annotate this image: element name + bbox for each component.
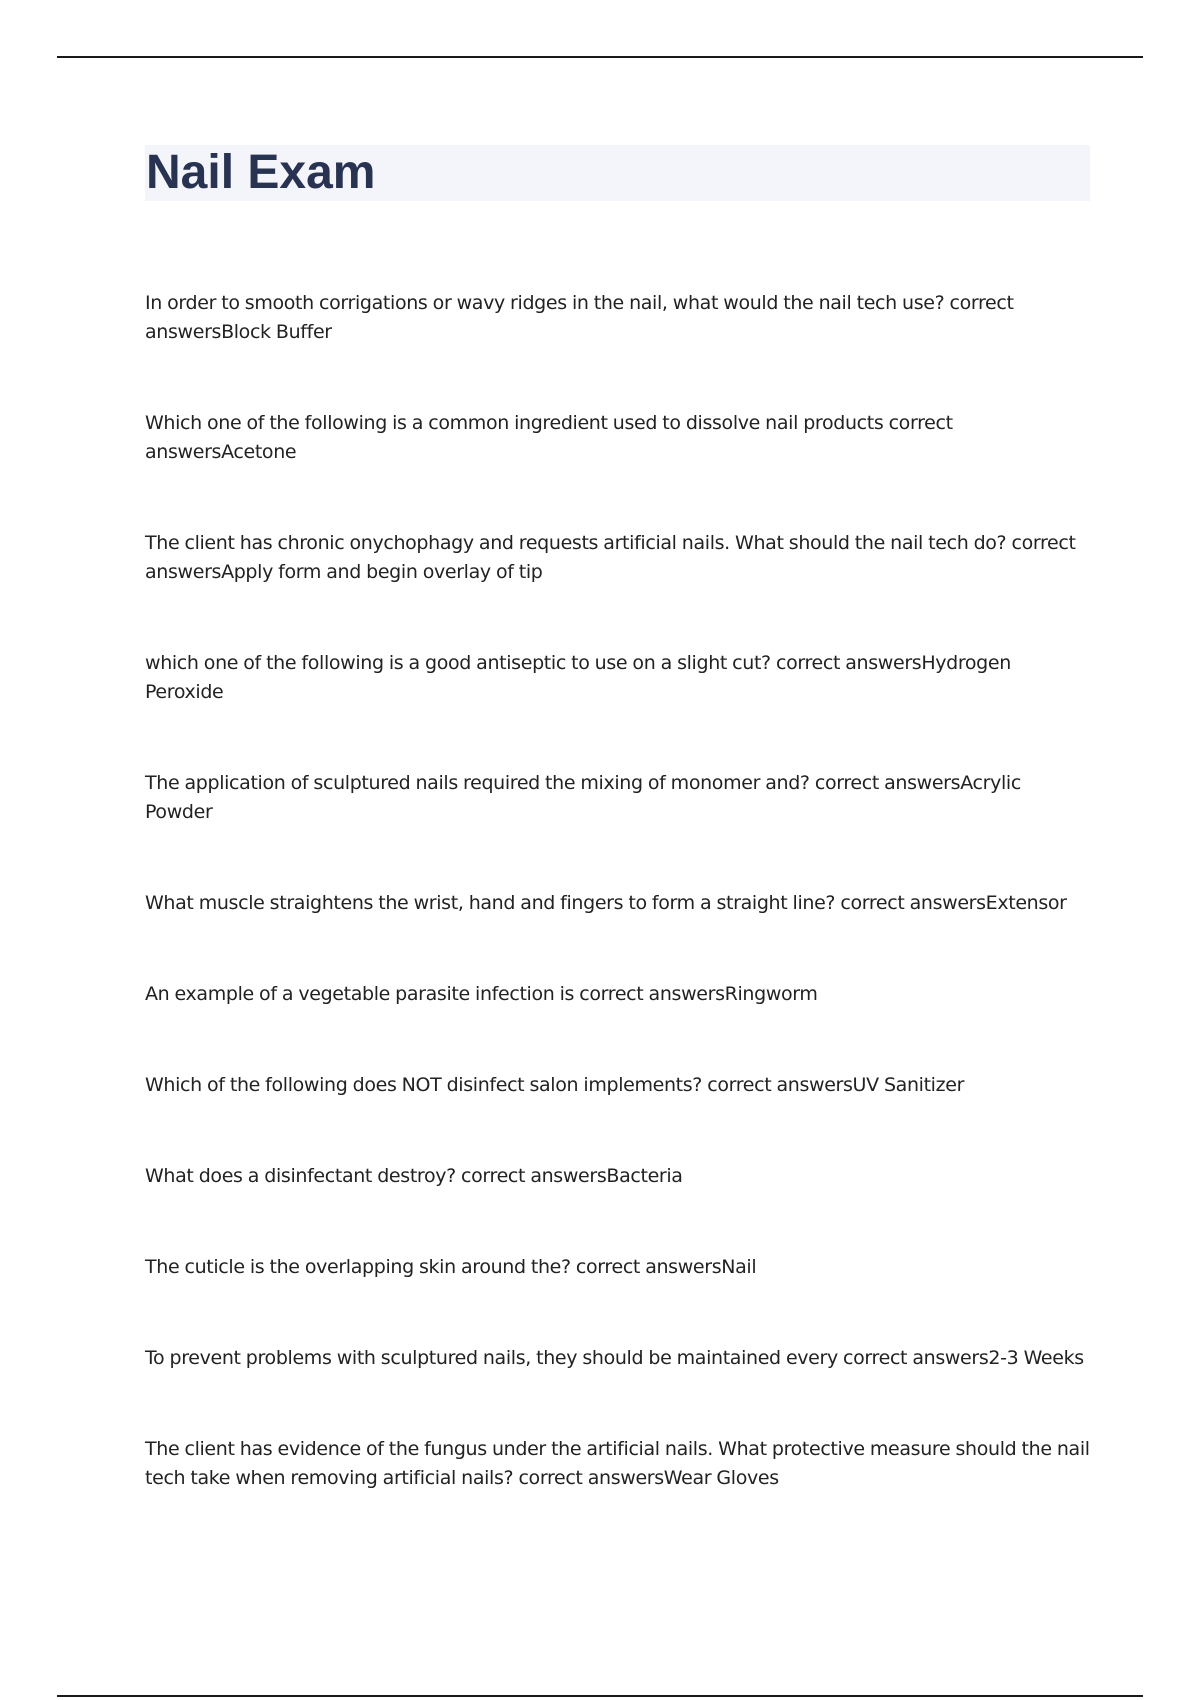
qa-item: An example of a vegetable parasite infection is correct answersRingworm [145, 983, 818, 1005]
page-title: Nail Exam [146, 146, 376, 199]
qa-list [145, 289, 1090, 1555]
qa-item: which one of the following is a good antiseptic to use on a slight cut? correct answersHydrogen Peroxide [145, 652, 1011, 703]
qa-item: In order to smooth corrigations or wavy ridges in the nail, what would the nail tech use? correct answersBlock Buffer [145, 292, 1014, 343]
qa-item: What does a disinfectant destroy? correct answersBacteria [145, 1165, 683, 1187]
qa-item: The client has chronic onychophagy and requests artificial nails. What should the nail tech do? correct answersApply form and begin overlay of tip [145, 532, 1076, 583]
qa-item: Which of the following does NOT disinfect salon implements? correct answersUV Sanitizer [145, 1074, 965, 1096]
top-rule [57, 56, 1143, 58]
bottom-rule [57, 1695, 1143, 1697]
qa-item: The application of sculptured nails required the mixing of monomer and? correct answersAcrylic Powder [145, 772, 1021, 823]
qa-item: To prevent problems with sculptured nails, they should be maintained every correct answers2-3 Weeks [145, 1347, 1084, 1369]
qa-item: Which one of the following is a common ingredient used to dissolve nail products correct answersAcetone [145, 412, 953, 463]
qa-item: The client has evidence of the fungus under the artificial nails. What protective measure should the nail tech take when removing artificial nails? correct answersWear Gloves [145, 1438, 1090, 1489]
qa-item: The cuticle is the overlapping skin around the? correct answersNail [145, 1256, 757, 1278]
qa-item: What muscle straightens the wrist, hand and fingers to form a straight line? correct answersExtensor [145, 892, 1067, 914]
